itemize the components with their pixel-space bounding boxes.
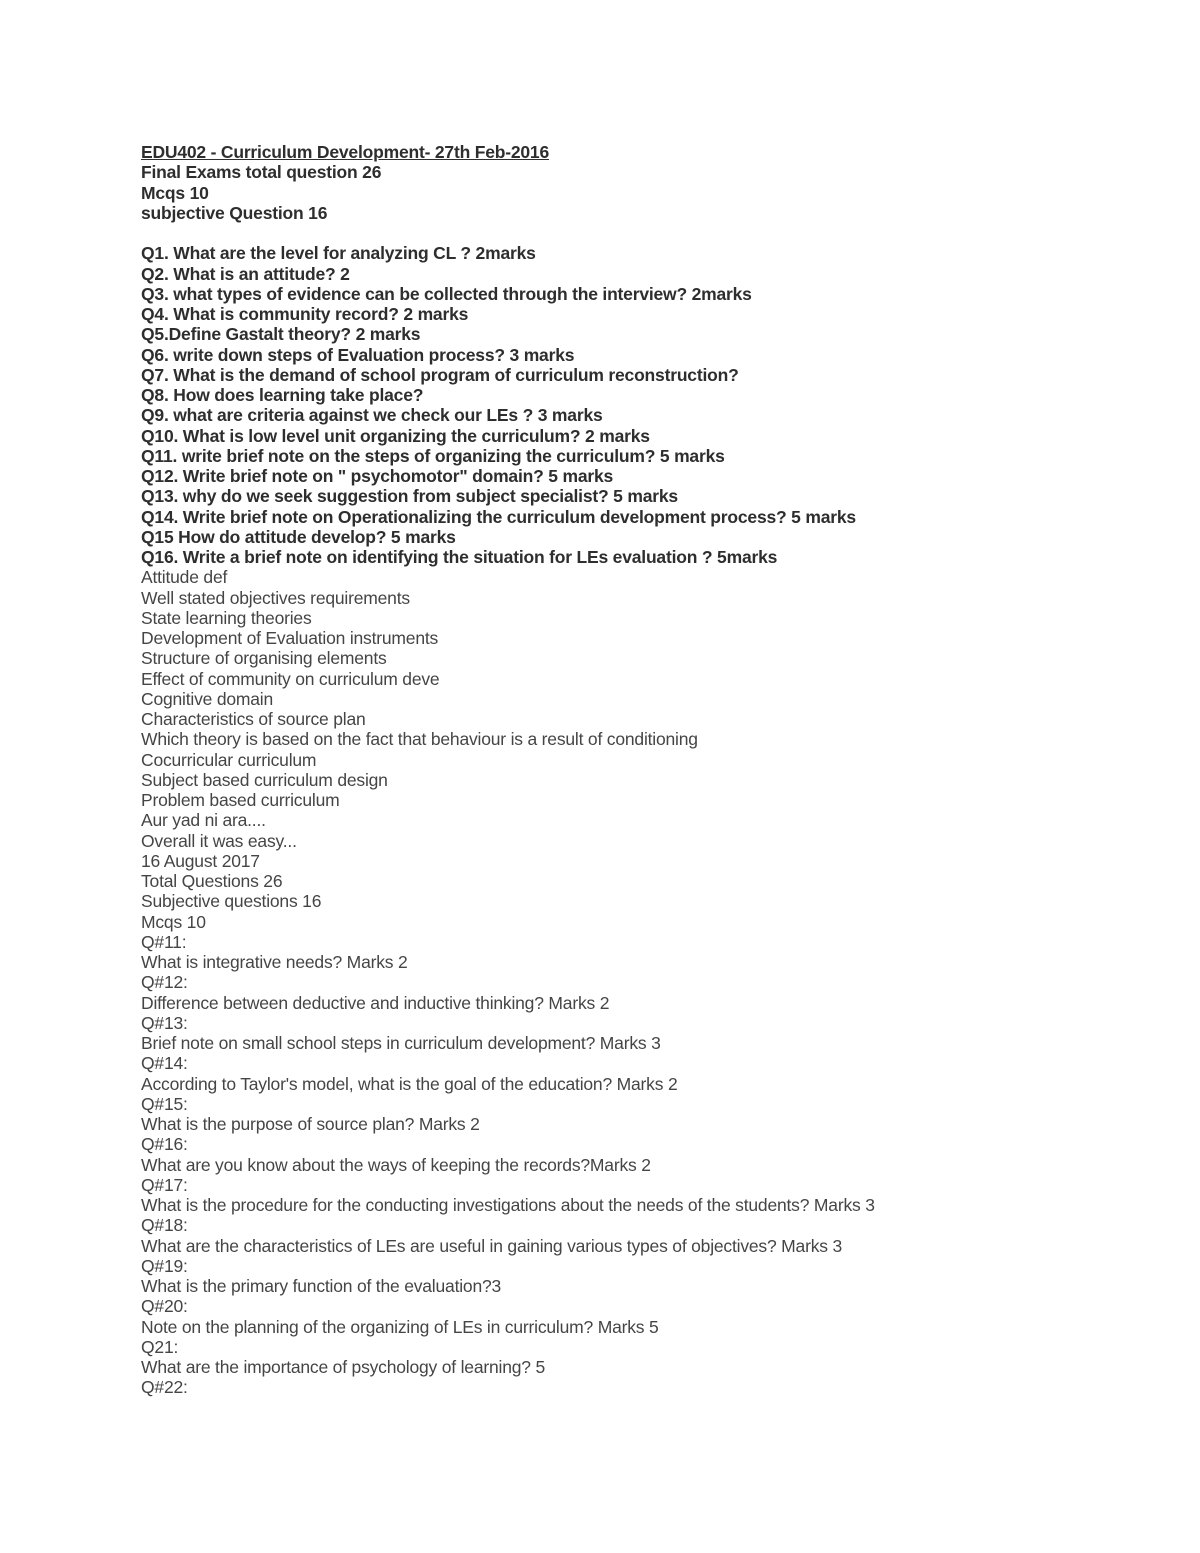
note-line: Subjective questions 16 bbox=[141, 891, 322, 912]
note-line: Total Questions 26 bbox=[141, 871, 283, 891]
note-line: Q#15: bbox=[141, 1093, 188, 1114]
blank-line bbox=[141, 223, 1141, 243]
note-line: Which theory is based on the fact that behaviour is a result of conditioning bbox=[141, 729, 698, 750]
document-title: EDU402 - Curriculum Development- 27th Feb-2016 bbox=[141, 142, 549, 162]
note-line: Overall it was easy... bbox=[141, 830, 297, 851]
note-line: Subject based curriculum design bbox=[141, 769, 388, 790]
question-line: Q1. What are the level for analyzing CL ? 2marks bbox=[141, 243, 536, 264]
question-line: Q4. What is community record? 2 marks bbox=[141, 304, 469, 324]
notes-list bbox=[141, 567, 1141, 1397]
question-line: Q2. What is an attitude? 2 bbox=[141, 263, 350, 284]
note-line: What is the purpose of source plan? Marks 2 bbox=[141, 1114, 480, 1134]
note-line: Q#13: bbox=[141, 1012, 188, 1033]
note-line: Development of Evaluation instruments bbox=[141, 628, 439, 648]
note-line: Q#11: bbox=[141, 931, 187, 952]
question-line: Q6. write down steps of Evaluation process? 3 marks bbox=[141, 344, 575, 365]
note-line: Q#16: bbox=[141, 1134, 188, 1155]
note-line: What are the importance of psychology of learning? 5 bbox=[141, 1357, 546, 1377]
note-line: Q#18: bbox=[141, 1215, 188, 1236]
note-line: State learning theories bbox=[141, 607, 312, 628]
question-line: Q9. what are criteria against we check our LEs ? 3 marks bbox=[141, 405, 603, 426]
question-line: Q5.Define Gastalt theory? 2 marks bbox=[141, 324, 421, 345]
note-line: Attitude def bbox=[141, 567, 228, 588]
question-list bbox=[141, 243, 1141, 567]
note-line: Cocurricular curriculum bbox=[141, 749, 317, 770]
note-line: What are the characteristics of LEs are useful in gaining various types of objectives? Marks 3 bbox=[141, 1235, 842, 1256]
question-line: Q14. Write brief note on Operationalizing the curriculum development process? 5 marks bbox=[141, 506, 856, 527]
note-line: Structure of organising elements bbox=[141, 648, 387, 669]
question-line: Q13. why do we seek suggestion from subject specialist? 5 marks bbox=[141, 486, 678, 507]
note-line: Q#20: bbox=[141, 1296, 188, 1317]
note-line: What is the procedure for the conducting investigations about the needs of the students? Marks 3 bbox=[141, 1195, 875, 1215]
question-line: Q16. Write a brief note on identifying the situation for LEs evaluation ? 5marks bbox=[141, 547, 778, 567]
note-line: Q21: bbox=[141, 1336, 179, 1357]
question-line: Q8. How does learning take place? bbox=[141, 385, 424, 405]
question-line: Q7. What is the demand of school program of curriculum reconstruction? bbox=[141, 364, 739, 385]
note-line: Effect of community on curriculum deve bbox=[141, 668, 440, 689]
note-line: What is the primary function of the evaluation?3 bbox=[141, 1276, 502, 1296]
note-line: Well stated objectives requirements bbox=[141, 587, 410, 608]
note-line: Brief note on small school steps in curriculum development? Marks 3 bbox=[141, 1033, 661, 1053]
document-body bbox=[141, 142, 1141, 1398]
exam-summary-line: Mcqs 10 bbox=[141, 182, 209, 203]
question-line: Q15 How do attitude develop? 5 marks bbox=[141, 526, 456, 547]
note-line: 16 August 2017 bbox=[141, 850, 260, 871]
note-line: Q#14: bbox=[141, 1053, 188, 1074]
note-line: Cognitive domain bbox=[141, 688, 274, 709]
question-line: Q12. Write brief note on " psychomotor" domain? 5 marks bbox=[141, 466, 614, 486]
note-line: What are you know about the ways of keeping the records?Marks 2 bbox=[141, 1154, 651, 1175]
note-line: Mcqs 10 bbox=[141, 911, 206, 932]
note-line: Aur yad ni ara.... bbox=[141, 810, 266, 831]
note-line: Q#19: bbox=[141, 1255, 188, 1276]
note-line: Q#22: bbox=[141, 1377, 188, 1398]
exam-summary-line: Final Exams total question 26 bbox=[141, 162, 382, 183]
question-line: Q11. write brief note on the steps of organizing the curriculum? 5 marks bbox=[141, 445, 725, 466]
note-line: Characteristics of source plan bbox=[141, 709, 366, 729]
note-line: Q#12: bbox=[141, 972, 188, 993]
note-line: Difference between deductive and inductive thinking? Marks 2 bbox=[141, 992, 610, 1013]
note-line: Note on the planning of the organizing of LEs in curriculum? Marks 5 bbox=[141, 1316, 659, 1337]
note-line: What is integrative needs? Marks 2 bbox=[141, 952, 408, 972]
question-line: Q3. what types of evidence can be collected through the interview? 2marks bbox=[141, 283, 752, 304]
note-line: According to Taylor's model, what is the goal of the education? Marks 2 bbox=[141, 1073, 678, 1094]
note-line: Q#17: bbox=[141, 1174, 188, 1195]
note-line: Problem based curriculum bbox=[141, 790, 340, 810]
question-line: Q10. What is low level unit organizing the curriculum? 2 marks bbox=[141, 425, 650, 446]
exam-summary-line: subjective Question 16 bbox=[141, 202, 328, 223]
